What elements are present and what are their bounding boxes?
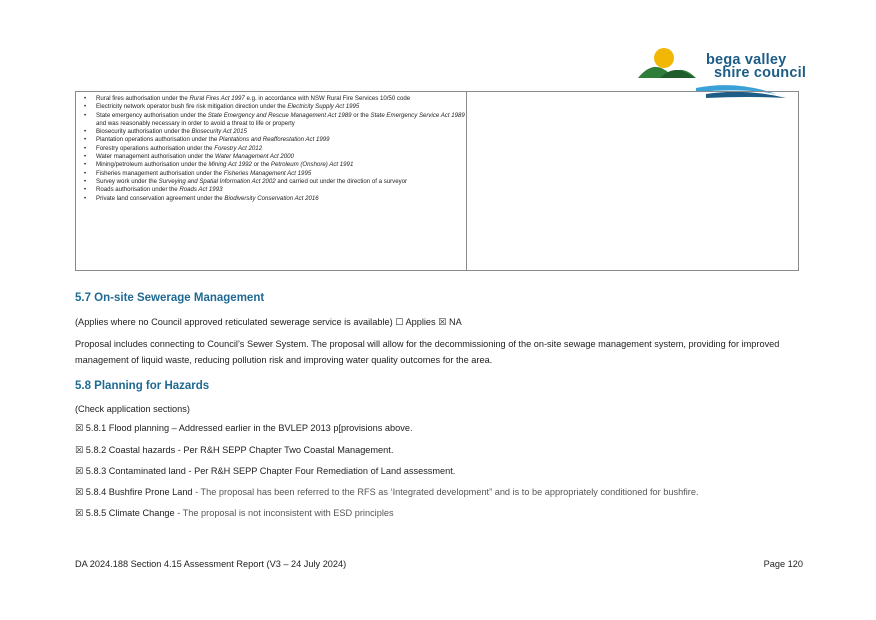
hazard-item-contaminated: ☒ 5.8.3 Contaminated land - Per R&H SEPP Chapter Four Remediation of Land assessment. — [75, 466, 456, 476]
table-column-divider — [466, 92, 467, 270]
list-item: • Survey work under the Surveying and Spatial Information Act 2002 and carried out under the direction of a surveyor — [96, 178, 466, 186]
logo-text-line1: bega valley — [706, 52, 787, 68]
hazard-item-bushfire: ☒ 5.8.4 Bushfire Prone Land - The proposal has been referred to the RFS as ‘Integrated development” and is to be appropriately conditioned for bushfire. — [75, 487, 699, 497]
exemption-list — [76, 95, 466, 203]
section-5-7-heading: 5.7 On-site Sewerage Management — [75, 292, 265, 304]
logo-sun-icon — [654, 48, 674, 68]
hazard-item-flood: ☒ 5.8.1 Flood planning – Addressed earlier in the BVLEP 2013 p[provisions above. — [75, 423, 413, 433]
section-5-8-heading: 5.8 Planning for Hazards — [75, 380, 210, 392]
section-5-7-applies: (Applies where no Council approved reticulated sewerage service is available) ☐ Applies ☒ NA — [75, 317, 462, 327]
list-item: • Biosecurity authorisation under the Biosecurity Act 2015 — [96, 128, 466, 136]
list-item: • Fisheries management authorisation under the Fisheries Management Act 1995 — [96, 170, 466, 178]
hazard-item-climate: ☒ 5.8.5 Climate Change - The proposal is not inconsistent with ESD principles — [75, 508, 394, 518]
list-item: • Electricity network operator bush fire risk mitigation direction under the Electricity Supply Act 1995 — [96, 103, 466, 111]
list-item: • Plantation operations authorisation under the Plantations and Reafforestation Act 1999 — [96, 136, 466, 144]
section-5-7-body: Proposal includes connecting to Council’s Sewer System. The proposal will allow for the decommissioning of the on-site sewage management system, providing for improved management of liquid waste, reducing pollution risk and improving water quality outcomes for the area. — [75, 339, 780, 365]
list-item: • Forestry operations authorisation under the Forestry Act 2012 — [96, 145, 466, 153]
footer-report-title: DA 2024.188 Section 4.15 Assessment Report (V3 – 24 July 2024) — [75, 559, 347, 569]
footer-page-number: Page 120 — [763, 559, 803, 569]
section-5-8-check: (Check application sections) — [75, 404, 190, 414]
list-item: • Rural fires authorisation under the Rural Fires Act 1997 e.g. in accordance with NSW Rural Fire Services 10/50 code — [96, 95, 466, 103]
list-item: • State emergency authorisation under the State Emergency and Rescue Management Act 1989 or the State Emergency Service Act 1989 and was reasonably necessary in order to avoid a threat to life or property — [96, 112, 466, 129]
list-item: • Mining/petroleum authorisation under the Mining Act 1992 or the Petroleum (Onshore) Act 1991 — [96, 161, 466, 169]
exemptions-table — [75, 91, 799, 271]
logo-text-line2: shire council — [714, 65, 807, 81]
list-item: • Private land conservation agreement under the Biodiversity Conservation Act 2016 — [96, 195, 466, 203]
list-item: • Roads authorisation under the Roads Act 1993 — [96, 186, 466, 194]
hazard-item-coastal: ☒ 5.8.2 Coastal hazards - Per R&H SEPP Chapter Two Coastal Management. — [75, 445, 394, 455]
list-item: • Water management authorisation under the Water Management Act 2000 — [96, 153, 466, 161]
